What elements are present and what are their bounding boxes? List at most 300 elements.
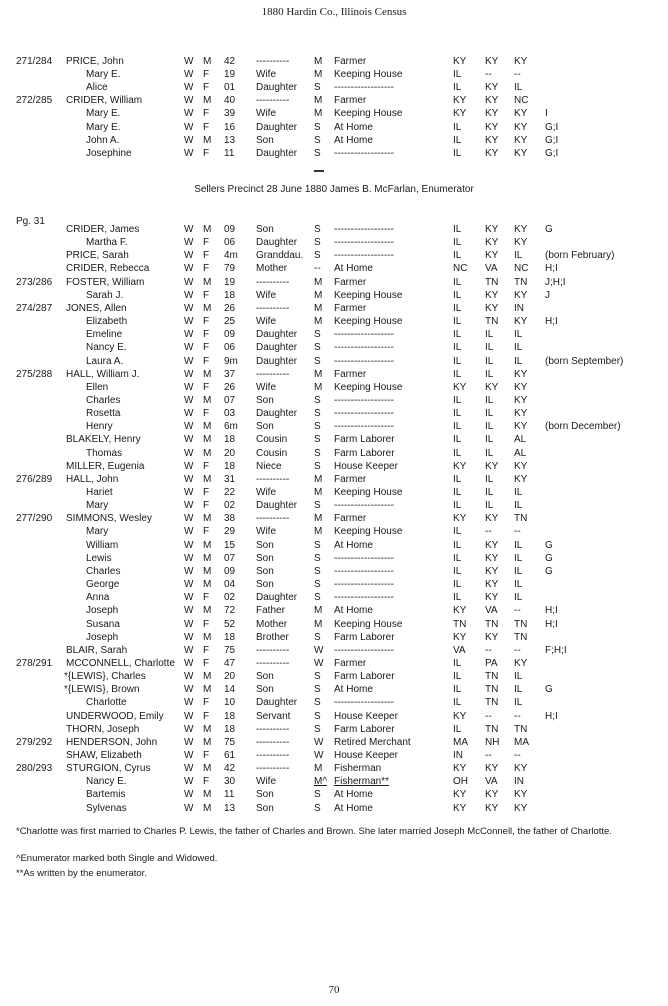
marital-status-cell: S [314,723,321,735]
person-name: John A. [86,134,120,146]
father-birthplace-cell: VA [485,605,498,617]
mother-birthplace-cell: AL [514,434,527,446]
sex-cell: M [203,684,212,696]
person-name: Josephine [86,147,132,159]
person-name: Bartemis [86,789,126,801]
father-birthplace-cell: KY [485,802,499,814]
sex-cell: F [203,82,210,94]
dwelling-family-number: 279/292 [16,736,53,748]
notes-cell: I [545,108,548,120]
birthplace-cell: IL [453,539,462,551]
age-cell: 13 [224,134,236,146]
relationship-cell: Daughter [256,408,298,420]
occupation-cell: Farm Laborer [334,671,395,683]
table-row [0,525,668,538]
birthplace-cell: IL [453,394,462,406]
father-birthplace-cell: IL [485,408,494,420]
father-birthplace-cell: KY [485,134,499,146]
birthplace-cell: IL [453,421,462,433]
table-row [0,276,668,289]
sex-cell: M [203,723,212,735]
relationship-cell: ---------- [256,95,290,107]
father-birthplace-cell: PA [485,657,498,669]
sex-cell: M [203,276,212,288]
age-cell: 9m [224,355,238,367]
occupation-cell: Keeping House [334,618,403,630]
father-birthplace-cell: IL [485,394,494,406]
dwelling-family-number: 276/289 [16,473,53,485]
age-cell: 01 [224,82,236,94]
age-cell: 20 [224,671,236,683]
occupation-cell: Fisherman** [334,776,390,788]
person-name: Joseph [86,631,119,643]
occupation-cell: At Home [334,605,373,617]
age-cell: 22 [224,487,236,498]
age-cell: 75 [224,644,236,656]
occupation-cell: Farmer [334,56,367,67]
sex-cell: M [203,763,212,775]
mother-birthplace-cell: IL [514,500,523,512]
marital-status-cell: M [314,605,323,617]
marital-status-cell: S [314,789,321,801]
relationship-cell: Son [256,539,274,551]
marital-status-cell: W [314,750,324,761]
birthplace-cell: KY [453,56,467,67]
birthplace-cell: IL [453,329,462,341]
father-birthplace-cell: KY [485,565,499,577]
relationship-cell: Son [256,579,274,591]
marital-status-cell: S [314,408,321,420]
marital-status-cell: M [314,95,323,107]
race-cell: W [184,684,194,696]
sex-cell: F [203,487,210,498]
table-row [0,486,668,499]
person-name: Mary E. [86,121,121,133]
occupation-cell: Retired Merchant [334,736,411,748]
race-cell: W [184,302,194,314]
race-cell: W [184,631,194,643]
mother-birthplace-cell: KY [514,56,528,67]
occupation-cell: ------------------ [334,592,394,604]
occupation-cell: ------------------ [334,342,394,354]
age-cell: 79 [224,263,236,275]
notes-cell: J;H;I [545,276,566,288]
relationship-cell: ---------- [256,473,290,485]
mother-birthplace-cell: IL [514,592,523,604]
mother-birthplace-cell: KY [514,460,528,472]
sex-cell: F [203,526,210,538]
marital-status-cell: S [314,421,321,433]
person-name: *{LEWIS}, Charles [64,671,146,683]
father-birthplace-cell: KY [485,789,499,801]
age-cell: 26 [224,302,236,314]
relationship-cell: Daughter [256,82,298,94]
age-cell: 11 [224,147,235,159]
person-name: *{LEWIS}, Brown [64,684,140,696]
person-name: Rosetta [86,408,121,420]
age-cell: 40 [224,95,236,107]
occupation-cell: ------------------ [334,421,394,433]
birthplace-cell: IN [453,750,463,761]
person-name: Ellen [86,381,109,393]
person-name: Mary E. [86,108,121,120]
relationship-cell: Wife [256,69,276,81]
age-cell: 04 [224,579,236,591]
mother-birthplace-cell: TN [514,618,528,630]
table-row [0,631,668,644]
birthplace-cell: IL [453,684,462,696]
person-name: Elizabeth [86,316,128,328]
birthplace-cell: KY [453,710,467,722]
person-name: Lewis [86,552,112,564]
occupation-cell: ------------------ [334,644,394,656]
race-cell: W [184,605,194,617]
occupation-cell: ------------------ [334,250,394,262]
father-birthplace-cell: KY [485,460,499,472]
occupation-cell: Keeping House [334,526,403,538]
person-name: Mary [86,500,109,512]
race-cell: W [184,434,194,446]
notes-cell: G [545,224,553,235]
race-cell: W [184,723,194,735]
mother-birthplace-cell: NC [514,95,529,107]
age-cell: 14 [224,684,236,696]
sex-cell: F [203,342,210,354]
table-row [0,802,668,815]
sex-cell: M [203,789,212,801]
occupation-cell: Farmer [334,95,367,107]
mother-birthplace-cell: IL [514,250,523,262]
birthplace-cell: KY [453,513,467,525]
age-cell: 61 [224,750,236,761]
person-name: George [86,579,120,591]
occupation-cell: Keeping House [334,289,403,301]
sex-cell: M [203,579,212,591]
race-cell: W [184,82,194,94]
marital-status-cell: S [314,147,321,159]
person-name: UNDERWOOD, Emily [66,710,164,722]
sex-cell: M [203,368,212,380]
dwelling-family-number: 271/284 [16,56,53,67]
marital-status-cell: W [314,736,324,748]
mother-birthplace-cell: -- [514,526,521,538]
footnote-as-written: **As written by the enumerator. [16,868,147,879]
sex-cell: F [203,408,210,420]
relationship-cell: ---------- [256,368,290,380]
race-cell: W [184,776,194,788]
footnote-charlotte: *Charlotte was first married to Charles P. Lewis, the father of Charles and Brown. She later married Joseph McConnell, the father of Charlotte. [16,826,612,837]
mother-birthplace-cell: KY [514,802,528,814]
mother-birthplace-cell: IL [514,565,523,577]
race-cell: W [184,69,194,81]
age-cell: 19 [224,276,236,288]
mother-birthplace-cell: IL [514,697,523,709]
sex-cell: F [203,69,210,81]
table-row [0,723,668,736]
mother-birthplace-cell: KY [514,121,528,133]
relationship-cell: Granddau. [256,250,304,262]
birthplace-cell: KY [453,802,467,814]
relationship-cell: Son [256,134,274,146]
relationship-cell: ---------- [256,750,290,761]
sex-cell: F [203,147,210,159]
age-cell: 13 [224,802,236,814]
mother-birthplace-cell: KY [514,408,528,420]
marital-status-cell: M [314,487,323,498]
age-cell: 52 [224,618,236,630]
race-cell: W [184,263,194,275]
table-row [0,565,668,578]
relationship-cell: ---------- [256,763,290,775]
age-cell: 16 [224,121,236,133]
father-birthplace-cell: KY [485,631,499,643]
marital-status-cell: M [314,526,323,538]
page-number: 70 [328,984,340,996]
age-cell: 09 [224,224,236,235]
occupation-cell: At Home [334,539,373,551]
race-cell: W [184,237,194,249]
footnote-enumerator-marked: ^Enumerator marked both Single and Widowed. [16,853,218,864]
birthplace-cell: IL [453,302,462,314]
father-birthplace-cell: KY [485,224,499,235]
table-row [0,55,668,68]
occupation-cell: Farm Laborer [334,723,395,735]
race-cell: W [184,526,194,538]
marital-status-cell: S [314,802,321,814]
age-cell: 75 [224,736,236,748]
relationship-cell: Daughter [256,342,298,354]
relationship-cell: Wife [256,108,276,120]
birthplace-cell: IL [453,355,462,367]
father-birthplace-cell: TN [485,316,499,328]
marital-status-cell: S [314,342,321,354]
race-cell: W [184,657,194,669]
father-birthplace-cell: IL [485,473,494,485]
race-cell: W [184,342,194,354]
sex-cell: M [203,224,212,235]
relationship-cell: Daughter [256,121,298,133]
person-name: HALL, John [66,473,119,485]
marital-status-cell: S [314,355,321,367]
race-cell: W [184,447,194,459]
father-birthplace-cell: -- [485,69,492,81]
birthplace-cell: IL [453,147,462,159]
marital-status-cell: M [314,513,323,525]
race-cell: W [184,147,194,159]
occupation-cell: Keeping House [334,316,403,328]
dwelling-family-number: 273/286 [16,276,53,288]
mother-birthplace-cell: IL [514,539,523,551]
birthplace-cell: IL [453,592,462,604]
race-cell: W [184,394,194,406]
age-cell: 20 [224,447,236,459]
age-cell: 18 [224,723,236,735]
marital-status-cell: M [314,618,323,630]
age-cell: 39 [224,108,236,120]
race-cell: W [184,697,194,709]
birthplace-cell: IL [453,69,462,81]
occupation-cell: ------------------ [334,147,394,159]
occupation-cell: Keeping House [334,381,403,393]
race-cell: W [184,750,194,761]
occupation-cell: Keeping House [334,69,403,81]
table-row [0,68,668,81]
relationship-cell: Servant [256,710,291,722]
birthplace-cell: IL [453,121,462,133]
marital-status-cell: S [314,671,321,683]
birthplace-cell: IL [453,565,462,577]
mother-birthplace-cell: TN [514,723,528,735]
father-birthplace-cell: NH [485,736,500,748]
mother-birthplace-cell: KY [514,147,528,159]
person-name: Thomas [86,447,123,459]
table-row [0,433,668,446]
table-row [0,604,668,617]
race-cell: W [184,565,194,577]
race-cell: W [184,671,194,683]
marital-status-cell: S [314,121,321,133]
precinct-heading: Sellers Precinct 28 June 1880 James B. McFarlan, Enumerator [194,184,474,195]
birthplace-cell: IL [453,342,462,354]
person-name: HALL, William J. [66,368,140,380]
father-birthplace-cell: IL [485,447,494,459]
occupation-cell: Farmer [334,657,367,669]
father-birthplace-cell: IL [485,329,494,341]
person-name: Henry [86,421,113,433]
sex-cell: F [203,618,210,630]
mother-birthplace-cell: KY [514,473,528,485]
father-birthplace-cell: VA [485,263,498,275]
notes-cell: F;H;I [545,644,567,656]
relationship-cell: Son [256,671,274,683]
race-cell: W [184,644,194,656]
father-birthplace-cell: KY [485,539,499,551]
person-name: Laura A. [86,355,124,367]
age-cell: 18 [224,460,236,472]
occupation-cell: ------------------ [334,579,394,591]
occupation-cell: Farmer [334,302,367,314]
relationship-cell: Daughter [256,500,298,512]
sex-cell: F [203,108,210,120]
table-row [0,107,668,120]
age-cell: 11 [224,789,235,801]
father-birthplace-cell: -- [485,710,492,722]
table-row [0,223,668,236]
age-cell: 29 [224,526,236,538]
age-cell: 42 [224,56,236,67]
notes-cell: H;I [545,710,558,722]
birthplace-cell: IL [453,447,462,459]
table-row [0,644,668,657]
marital-status-cell: S [314,592,321,604]
table-row [0,762,668,775]
race-cell: W [184,316,194,328]
mother-birthplace-cell: NC [514,263,529,275]
race-cell: W [184,355,194,367]
person-name: THORN, Joseph [66,723,140,735]
page-header: 1880 Hardin Co., Illinois Census [261,6,407,18]
occupation-cell: At Home [334,802,373,814]
mother-birthplace-cell: KY [514,789,528,801]
sex-cell: M [203,447,212,459]
notes-cell: G;I [545,121,559,133]
father-birthplace-cell: -- [485,526,492,538]
occupation-cell: Fisherman [334,763,382,775]
table-row [0,121,668,134]
relationship-cell: Mother [256,618,288,630]
race-cell: W [184,473,194,485]
dwelling-family-number: 278/291 [16,657,53,669]
person-name: Sylvenas [86,802,127,814]
sex-cell: F [203,289,210,301]
relationship-cell: ---------- [256,657,290,669]
notes-cell: H;I [545,263,558,275]
race-cell: W [184,710,194,722]
relationship-cell: Daughter [256,355,298,367]
mother-birthplace-cell: KY [514,316,528,328]
age-cell: 03 [224,408,236,420]
father-birthplace-cell: KY [485,302,499,314]
dwelling-family-number: 277/290 [16,513,53,525]
marital-status-cell: M [314,56,323,67]
mother-birthplace-cell: MA [514,736,529,748]
father-birthplace-cell: KY [485,289,499,301]
marital-status-cell: M [314,108,323,120]
table-row [0,81,668,94]
age-cell: 15 [224,539,236,551]
age-cell: 26 [224,381,236,393]
table-row [0,696,668,709]
marital-status-cell: S [314,552,321,564]
relationship-cell: Son [256,224,274,235]
age-cell: 38 [224,513,236,525]
age-cell: 47 [224,657,236,669]
father-birthplace-cell: TN [485,671,499,683]
mother-birthplace-cell: TN [514,513,528,525]
race-cell: W [184,134,194,146]
occupation-cell: House Keeper [334,460,398,472]
age-cell: 72 [224,605,236,617]
table-row [0,539,668,552]
relationship-cell: Son [256,789,274,801]
race-cell: W [184,802,194,814]
person-name: HENDERSON, John [66,736,158,748]
occupation-cell: Farm Laborer [334,434,395,446]
marital-status-cell: M [314,473,323,485]
notes-cell: G [545,552,553,564]
birthplace-cell: IL [453,237,462,249]
birthplace-cell: KY [453,605,467,617]
notes-cell: G [545,565,553,577]
table-row [0,447,668,460]
father-birthplace-cell: KY [485,250,499,262]
race-cell: W [184,552,194,564]
person-name: Nancy E. [86,776,127,788]
occupation-cell: At Home [334,684,373,696]
marital-status-cell: S [314,224,321,235]
sex-cell: M [203,134,212,146]
occupation-cell: ------------------ [334,697,394,709]
dwelling-family-number: 274/287 [16,302,53,314]
sex-cell: F [203,657,210,669]
marital-status-cell: S [314,434,321,446]
age-cell: 07 [224,394,236,406]
marital-status-cell: M [314,302,323,314]
sex-cell: F [203,237,210,249]
dwelling-family-number: 275/288 [16,368,53,380]
mother-birthplace-cell: -- [514,750,521,761]
table-row [0,341,668,354]
